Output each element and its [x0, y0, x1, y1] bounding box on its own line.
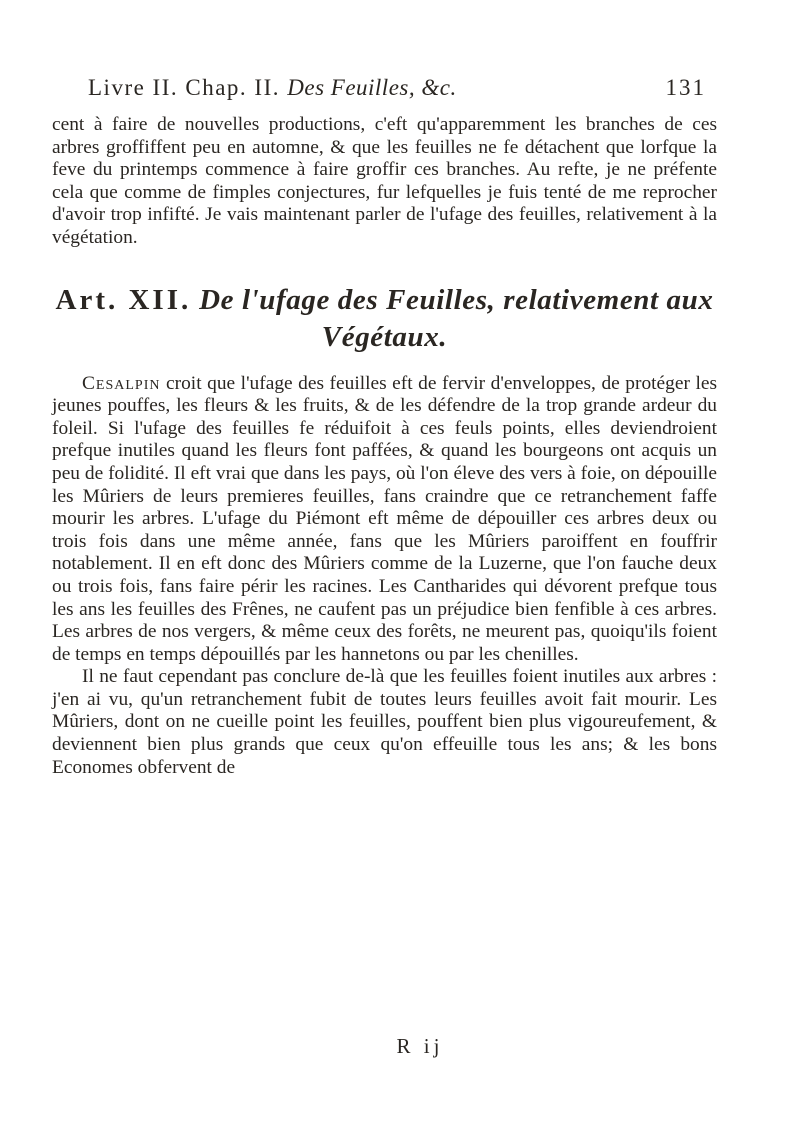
- article-heading: [52, 282, 717, 356]
- intro-paragraph: cent à faire de nouvelles productions, c'eft qu'apparemment les branches de ces arbres groffiffent peu en automne, & que les feuilles ne fe détachent que lorfque la feve du printemps commence à faire groffir ces branches. Au refte, je ne préfente cela que comme de fimples conjectures, fur lefquelles je fuis tenté de me reprocher d'avoir trop infifté. Je vais maintenant parler de l'ufage des feuilles, relativement à la végétation.: [52, 114, 717, 248]
- signature-mark: R ij: [396, 1034, 444, 1058]
- running-head-left: [88, 75, 457, 101]
- running-head-title: Des Feuilles, &c.: [287, 75, 457, 100]
- body-text: [52, 114, 717, 779]
- paragraph-1: [52, 373, 717, 667]
- article-title: De l'ufage des Feuilles, relativement aux Végétaux.: [199, 283, 714, 353]
- article-label: Art. XII.: [55, 283, 192, 316]
- paragraph-1-text: croit que l'ufage des feuilles eft de fervir d'enveloppes, de protéger les jeunes pouffes, les fleurs & les fruits, & de les défendre de la trop grande ardeur du foleil. Si l'ufage des feuilles fe réduifoit à ces feuls points, elles deviendroient prefque inutiles quand les fleurs font paffées, & quand les bourgeons ont acquis un peu de folidité. Il eft vrai que dans les pays, où l'on éleve des vers à foie, on dépouille les Mûriers de leurs premieres feuilles, fans craindre que ce retranchement faffe mourir les arbres. L'ufage du Piémont eft même de dépouiller ces arbres deux ou trois fois dans une même année, fans que les Mûriers paroiffent en fouffrir notablement. Il en eft donc des Mûriers comme de la Luzerne, que l'on fauche deux ou trois fois, fans faire périr les racines. Les Cantharides qui dévorent prefque tous les ans les feuilles des Frênes, ne caufent pas un préjudice bien fenfible à ces arbres. Les arbres de nos vergers, & même ceux des forêts, ne meurent pas, quoiqu'ils foient de temps en temps dépouillés par les hannetons ou par les chenilles.: [52, 372, 717, 665]
- paragraph-1-lead: Cesalpin: [82, 372, 161, 394]
- paragraph-2: Il ne faut cependant pas conclure de-là que les feuilles foient inutiles aux arbres : j'en ai vu, qu'un retranchement fubit de toutes leurs feuilles avoit fait mourir. Les Mûriers, dont on ne cueille point les feuilles, pouffent bien plus vigoureufement, & deviennent bien plus grands que ceux qu'on effeuille tous les ans; & les bons Economes obfervent de: [52, 666, 717, 778]
- page-number: 131: [665, 75, 706, 100]
- running-head: [88, 75, 706, 109]
- running-head-chapter: Livre II. Chap. II.: [88, 75, 280, 100]
